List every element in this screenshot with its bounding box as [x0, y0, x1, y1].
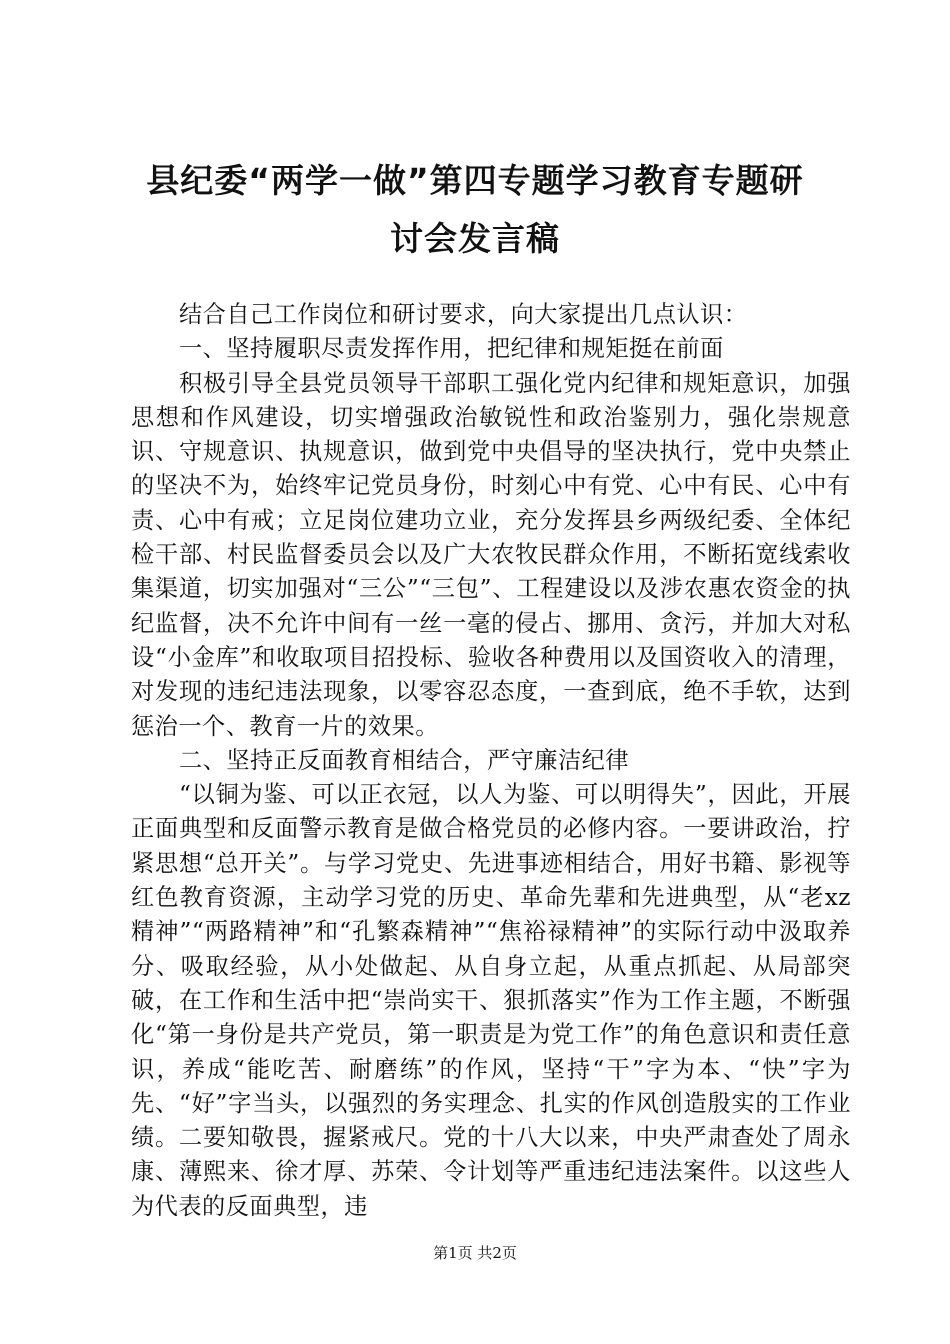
page-footer: 第1页 共2页 — [433, 1244, 517, 1262]
document-title — [100, 152, 850, 268]
document-body — [131, 298, 851, 1224]
section-heading-1: 一、坚持履职尽责发挥作用，把纪律和规矩挺在前面 — [179, 335, 724, 363]
intro-paragraph: 结合自己工作岗位和研讨要求，向大家提出几点认识： — [179, 301, 748, 328]
title-line-1: 县纪委“两学一做”第四专题学习教育专题研 — [146, 161, 804, 200]
section-heading-2: 二、坚持正反面教育相结合，严守廉洁纪律 — [179, 746, 630, 774]
body-paragraph: “以铜为鉴、可以正衣冠，以人为鉴、可以明得失”，因此，开展正面典型和反面警示教育是做合格党员的必修内容。一要讲政治，拧紧思想“总开关”。与学习党史、先进事迹相结合，用好书籍、影视等红色教育资源，主动学习党的历史、革命先辈和先进典型，从“老xz精神”“两路精神”和“孔繁森精神”“焦裕禄精神”的实际行动中汲取养分、吸取经验，从小处做起、从自身立起，从重点抓起、从局部突破，在工作和生活中把“崇尚实干、狠抓落实”作为工作主题，不断强化“第一身份是共产党员，第一职责是为党工作”的角色意识和责任意识，养成“能吃苦、耐磨练”的作风，坚持“干”字为本、“快”字为先、“好”字当头，以强烈的务实理念、扎实的作风创造殷实的工作业绩。二要知敬畏，握紧戒尺。党的十八大以来，中央严肃查处了周永康、薄熙来、徐才厚、苏荣、令计划等严重违纪违法案件。以这些人为代表的反面典型，违 — [131, 781, 851, 1220]
title-line-2: 讨会发言稿 — [390, 219, 560, 258]
body-paragraph: 积极引导全县党员领导干部职工强化党内纪律和规矩意识，加强思想和作风建设，切实增强政治敏锐性和政治鉴别力，强化崇规意识、守规意识、执规意识，做到党中央倡导的坚决执行，党中央禁止的坚决不为，始终牢记党员身份，时刻心中有党、心中有民、心中有责、心中有戒；立足岗位建功立业，充分发挥县乡两级纪委、全体纪检干部、村民监督委员会以及广大农牧民群众作用，不断拓宽线索收集渠道，切实加强对“三公”“三包”、工程建设以及涉农惠农资金的执纪监督，决不允许中间有一丝一毫的侵占、挪用、贪污，并加大对私设“小金库”和收取项目招投标、验收各种费用以及国资收入的清理，对发现的违纪违法现象，以零容忍态度，一查到底，绝不手软，达到惩治一个、教育一片的效果。 — [131, 369, 851, 740]
